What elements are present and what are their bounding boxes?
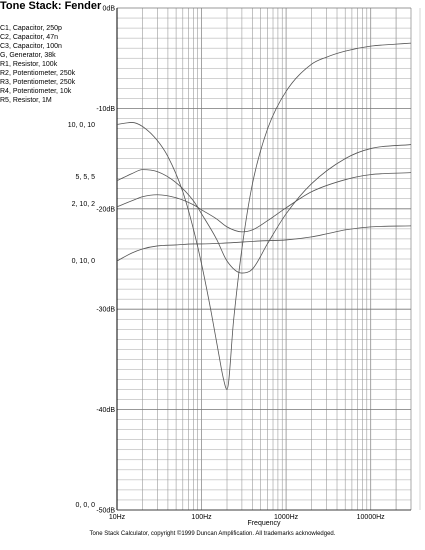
series-label: 10, 0, 10 <box>67 122 95 129</box>
component-item: R1, Resistor, 100k <box>0 61 58 69</box>
x-axis-label: Frequency <box>247 520 281 527</box>
x-tick-label: 10000Hz <box>356 514 385 521</box>
component-item: C1, Capacitor, 250p <box>0 25 62 32</box>
x-tick-label: 10Hz <box>108 514 126 521</box>
component-item: G, Generator, 38k <box>0 52 56 60</box>
series-label: 0, 10, 0 <box>71 258 95 265</box>
y-tick-label: -40dB <box>96 407 115 415</box>
series-label: 2, 10, 2 <box>71 201 95 208</box>
y-tick-label: -20dB <box>96 206 115 214</box>
y-tick-label: -10dB <box>96 105 115 113</box>
component-item: R2, Potentiometer, 250k <box>0 70 76 78</box>
copyright-footer: Tone Stack Calculator, copyright ©1999 Duncan Amplification. All trademarks acknowledged. <box>89 531 336 537</box>
component-item: R4, Potentiometer, 10k <box>0 88 72 96</box>
component-item: C2, Capacitor, 47n <box>0 34 58 42</box>
y-tick-label: 0dB <box>102 5 115 13</box>
series-label: 5, 5, 5 <box>75 174 95 181</box>
chart-title: Tone Stack: Fender <box>0 0 102 12</box>
y-tick-label: -50dB <box>96 507 115 515</box>
x-tick-label: 1000Hz <box>274 514 299 521</box>
x-tick-label: 100Hz <box>191 514 212 521</box>
component-item: R3, Potentiometer, 250k <box>0 79 76 87</box>
series-label: 0, 0, 0 <box>75 502 95 509</box>
y-tick-label: -30dB <box>96 306 115 314</box>
component-item: R5, Resistor, 1M <box>0 97 52 105</box>
component-item: C3, Capacitor, 100n <box>0 43 62 51</box>
